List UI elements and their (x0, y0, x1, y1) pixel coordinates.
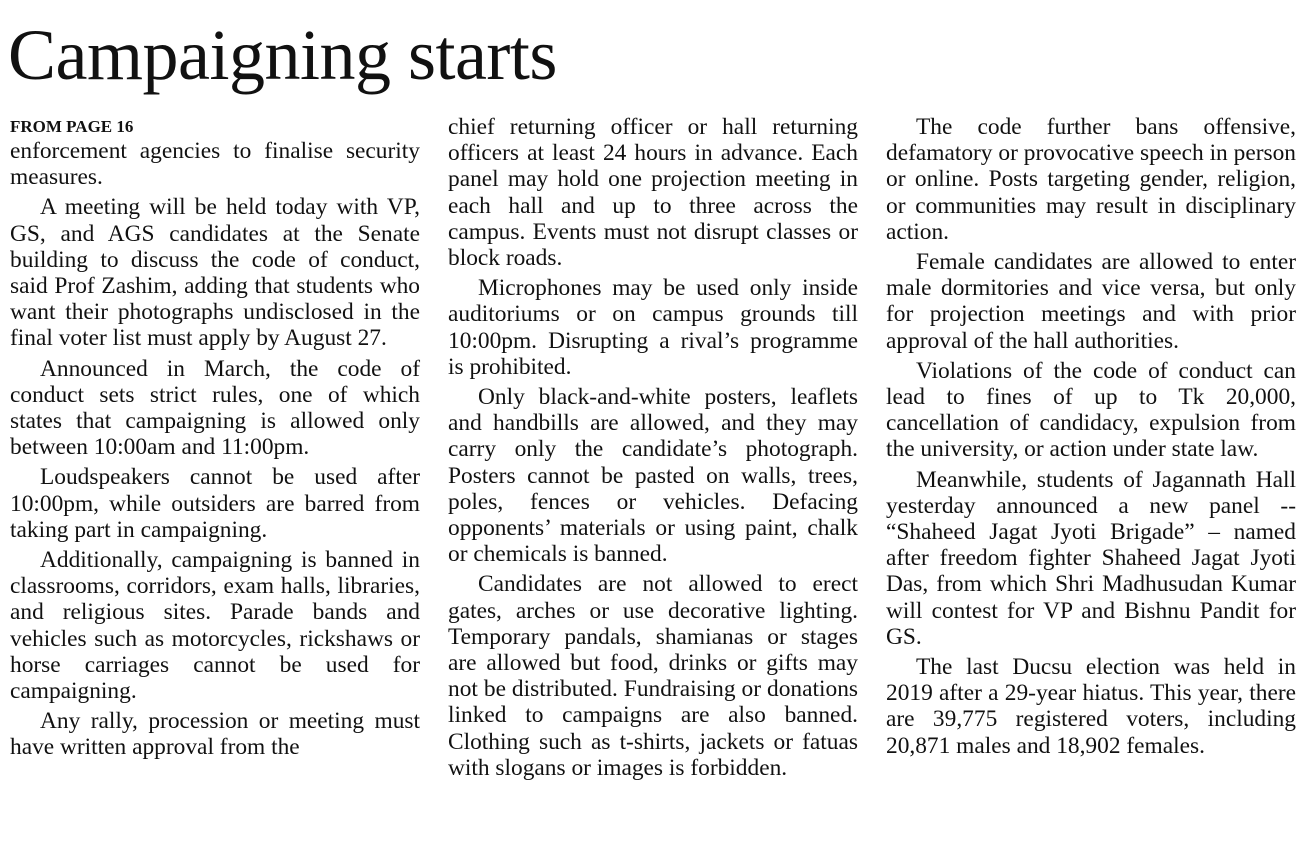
paragraph: Any rally, procession or meeting must have written approval from the (10, 708, 420, 761)
paragraph: The code further bans offensive, defamatory or provocative speech in person or online. Posts targeting gender, religion, or communities may result in disciplinary action. (886, 114, 1296, 245)
paragraph: Microphones may be used only inside auditoriums or on campus grounds till 10:00pm. Disrupting a rival’s programme is prohibited. (448, 275, 858, 380)
paragraph: Additionally, campaigning is banned in classrooms, corridors, exam halls, libraries, and religious sites. Parade bands and vehicles such as motorcycles, rickshaws or horse carriages cannot be used for campaigning. (10, 547, 420, 705)
paragraph: Female candidates are allowed to enter male dormitories and vice versa, but only for projection meetings and with prior approval of the hall authorities. (886, 249, 1296, 354)
paragraph: Meanwhile, students of Jagannath Hall yesterday announced a new panel -- “Shaheed Jagat Jyoti Brigade” – named after freedom fighter Shaheed Jagat Jyoti Das, from which Shri Madhusudan Kumar will contest for VP and Bishnu Pandit for GS. (886, 466, 1296, 650)
paragraph: Candidates are not allowed to erect gates, arches or use decorative lighting. Temporary pandals, shamianas or stages are allowed but food, drinks or gifts may not be distributed. Fundraising or donations linked to campaigns are also banned. Clothing such as t-shirts, jackets or fatuas with slogans or images is forbidden. (448, 571, 858, 781)
column-3 (886, 114, 1296, 785)
paragraph: Only black-and-white posters, leaflets and handbills are allowed, and they may carry only the candidate’s photograph. Posters cannot be pasted on walls, trees, poles, fences or vehicles. Defacing opponents’ materials or using paint, chalk or chemicals is banned. (448, 384, 858, 568)
paragraph: Loudspeakers cannot be used after 10:00pm, while outsiders are barred from taking part in campaigning. (10, 464, 420, 543)
paragraph: enforcement agencies to finalise security measures. (10, 138, 420, 191)
paragraph: Violations of the code of conduct can lead to fines of up to Tk 20,000, cancellation of candidacy, expulsion from the university, or action under state law. (886, 357, 1296, 463)
continued-from-label: FROM PAGE 16 (10, 117, 134, 136)
paragraph: Announced in March, the code of conduct sets strict rules, one of which states that campaigning is allowed only between 10:00am and 11:00pm. (10, 355, 420, 461)
paragraph: chief returning officer or hall returning officers at least 24 hours in advance. Each panel may hold one projection meeting in each hall and up to three across the campus. Events must not disrupt classes or block roads. (448, 114, 858, 272)
paragraph: A meeting will be held today with VP, GS, and AGS candidates at the Senate building to discuss the code of conduct, said Prof Zashim, adding that students who want their photographs undisclosed in the final voter list must apply by August 27. (10, 194, 420, 352)
column-2 (448, 114, 858, 785)
column-1 (10, 114, 420, 785)
headline: Campaigning starts (8, 15, 557, 95)
article-body (10, 114, 1296, 785)
paragraph: The last Ducsu election was held in 2019 after a 29-year hiatus. This year, there are 39,775 registered voters, including 20,871 males and 18,902 females. (886, 654, 1296, 759)
